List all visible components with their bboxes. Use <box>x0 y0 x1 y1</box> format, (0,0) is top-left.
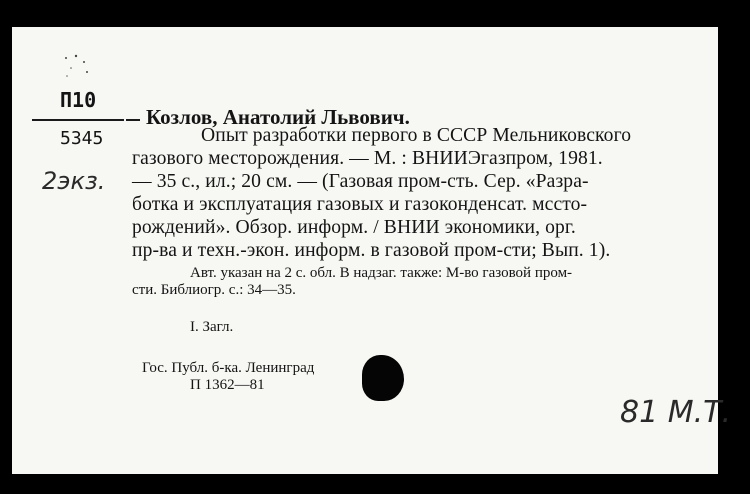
copies-note: 2экз. <box>42 167 106 195</box>
note-line: сти. Библиогр. с.: 34—35. <box>132 282 296 298</box>
body-line: газового месторождения. — М. : ВНИИЭгазпром, 1981. <box>132 148 603 169</box>
author-heading: Козлов, Анатолий Львович. <box>146 105 410 129</box>
body-line: — 35 с., ил.; 20 см. — (Газовая пром-сть. Сер. «Разра- <box>132 171 589 192</box>
catalog-card <box>12 27 731 474</box>
body-line: ботка и эксплуатация газовых и газоконденсат. мссто- <box>132 194 588 215</box>
handwritten-mark: 81 М.Т. <box>620 395 731 430</box>
shelf-divider-tail <box>126 119 140 121</box>
body-line: Опыт разработки первого в СССР Мельниковского <box>201 125 632 146</box>
body-line: рождений». Обзор. информ. / ВНИИ экономики, орг. <box>132 217 576 238</box>
body-line: пр-ва и техн.-экон. информ. в газовой пром-сти; Вып. 1). <box>132 240 611 261</box>
shelf-divider <box>32 119 124 121</box>
paper-specks <box>62 52 92 82</box>
tracing-entry: I. Загл. <box>190 319 234 335</box>
library-line: Гос. Публ. б-ка. Ленинград <box>142 360 315 376</box>
shelf-code: П10 <box>60 88 97 112</box>
card-number: 5345 <box>60 128 104 149</box>
library-line: П 1362—81 <box>190 377 265 393</box>
note-line: Авт. указан на 2 с. обл. В надзаг. также: М-во газовой пром- <box>190 265 573 281</box>
ink-stamp <box>362 355 404 401</box>
